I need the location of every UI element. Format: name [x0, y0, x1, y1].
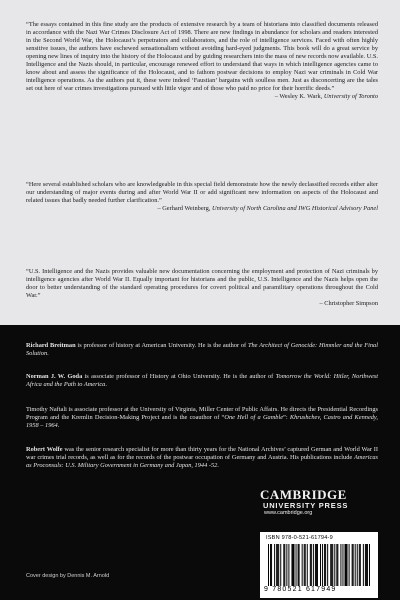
review-quote-1-attribution: – Wesley K. Wark, University of Toronto — [274, 93, 378, 101]
bio-breitman: Richard Breitman is professor of history at American University. He is the author of The Architect of Genocide: Himmler and the Final Solution. — [26, 342, 378, 358]
bio-naftali: Timothy Naftali is associate professor at the University of Virginia, Miller Center of Public Affairs. He directs the Presidential Recordings Program and the Kremlin Decision-Making Project and is the coauthor of “One Hell of a Gamble”: Khrushchev, Castro and Kennedy, 1958 – 1964. — [26, 406, 378, 430]
isbn-label: ISBN 978-0-521-61794-9 — [266, 535, 333, 541]
review-quote-1 — [26, 21, 378, 101]
review-quote-1-text: “The essays contained in this fine study are the products of extensive research by a team of historians into classified documents released in accordance with the Nazi War Crimes Disclosure Act of 1998. There are new findings in abundance for scholars and readers interested in the Second World War, the Holocaust’s perpetrators and collaborators, and the role of intelligence services. Faced with often highly sensitive issues, the authors have eschewed sensationalism without avoiding hard-eyed judgments. This book will do a great service by opening new lines of inquiry into the history of the Holocaust and by guiding researchers into the mass of new records now available. U.S. Intelligence and the Nazis should, in particular, encourage renewed effort to understand that ways in which intelligence agencies came to know about and assess the significance of the Holocaust, and to fathom postwar decisions to employ Nazi war criminals in Cold War intelligence operations. As the authors put it, these were indeed ‘Faustian’ bargains with soulless men. Just as disconcerting are the tales set out here of war crimes investigations pursued with little vigor and of those who paid no price for their horrific deeds.” — [26, 21, 378, 93]
publisher-name: CAMBRIDGE — [260, 487, 347, 502]
review-quote-2-text: “Here several established scholars who are knowledgeable in this special field demonstrate how the newly declassified records either alter our understanding of major events during and after World War II or add significant new information on aspects of the Holocaust and related issues that badly needed further clarification.” — [26, 181, 378, 205]
review-quote-3-text: “U.S. Intelligence and the Nazis provides valuable new documentation concerning the employment and protection of Nazi criminals by intelligence agencies after World War II. Equally important for historians and the public, U.S. Intelligence and the Nazis helps open the door to better understanding of the standard operating procedures for covert political and paramilitary operations throughout the Cold War.” — [26, 268, 378, 300]
barcode-number: 9 780521 617949 — [264, 586, 337, 593]
bio-goda: Norman J. W. Goda is associate professor of History at Ohio University. He is the author of Tomorrow the World: Hitler, Northwest Africa and the Path to America. — [26, 373, 379, 389]
publisher-subname: UNIVERSITY PRESS — [263, 501, 349, 510]
review-quote-2 — [26, 181, 378, 213]
barcode-box — [260, 532, 378, 598]
publisher-logo — [260, 488, 390, 517]
review-quote-3 — [26, 268, 378, 308]
review-quote-3-attribution: – Christopher Simpson — [319, 300, 378, 308]
cover-design-credit: Cover design by Dennis M. Arnold — [26, 573, 110, 579]
bio-wolfe: Robert Wolfe was the senior research specialist for more than thirty years for the National Archives’ captured German and World War II war crimes trial records, as well as for the records of the postwar occupation of Germany and Austria. His publications include Americas as Proconsuls: U.S. Military Government in Germany and Japan, 1944 -52. — [26, 446, 379, 470]
author-bios-panel — [0, 325, 400, 600]
barcode-icon — [268, 544, 370, 586]
publisher-url: www.cambridge.org — [264, 510, 313, 516]
review-quote-2-attribution: – Gerhard Weinberg, University of North Carolina and IWG Historical Advisory Panel — [157, 205, 378, 213]
